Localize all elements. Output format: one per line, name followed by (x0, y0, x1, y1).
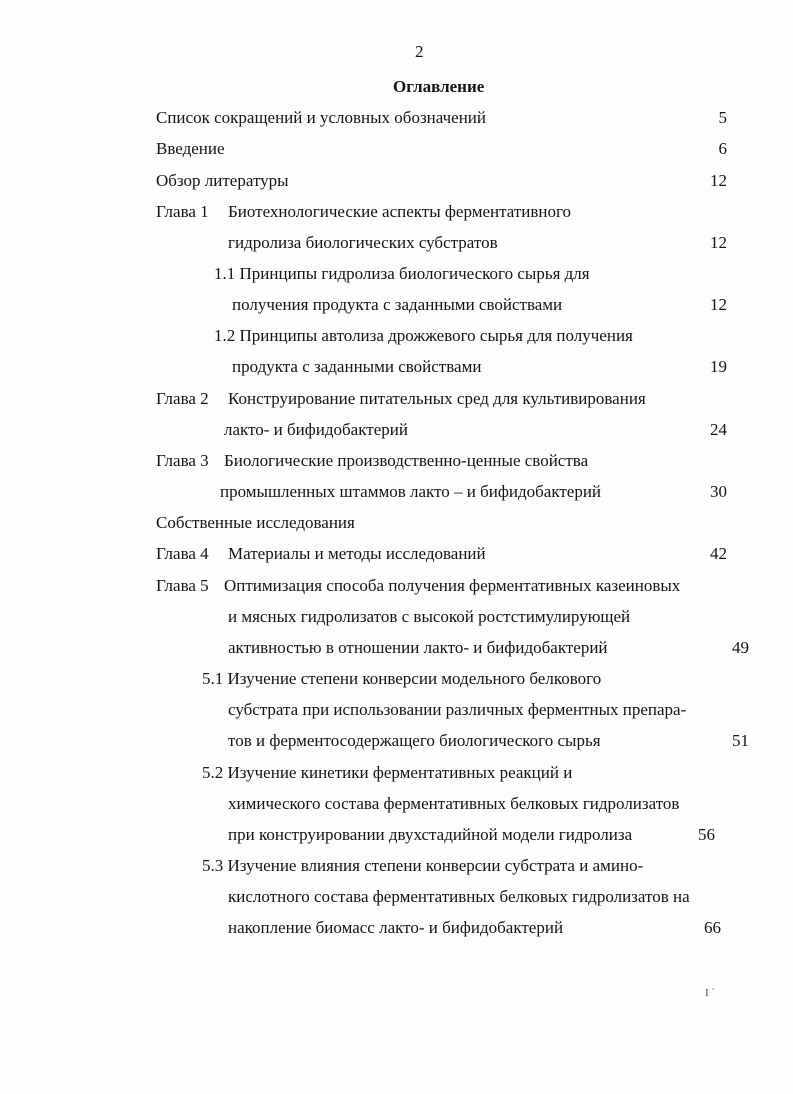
toc-s5-1-line1: 5.1 Изучение степени конверсии модельного белкового (202, 669, 602, 688)
toc-s5-2-page: 56 (698, 825, 715, 844)
toc-ch2-line1: Конструирование питательных сред для культивирования (228, 389, 646, 408)
toc-ch1-page: 12 (710, 233, 727, 252)
toc-entry-review-page: 12 (710, 171, 727, 190)
toc-ch4-prefix: Глава 4 (156, 544, 209, 563)
toc-s1-2-page: 19 (710, 357, 727, 376)
page-number: 2 (415, 42, 424, 61)
toc-s5-2-line1: 5.2 Изучение кинетики ферментативных реакций и (202, 763, 573, 782)
toc-ch4-line1: Материалы и методы исследований (228, 544, 486, 563)
corner-mark: I ` (705, 987, 716, 999)
toc-ch4-page: 42 (710, 544, 727, 563)
toc-s5-3-page: 66 (704, 918, 721, 937)
toc-s5-3-line1: 5.3 Изучение влияния степени конверсии субстрата и амино- (202, 856, 644, 875)
toc-ch1-line1: Биотехнологические аспекты ферментативного (228, 202, 572, 221)
toc-s1-1-line2: получения продукта с заданными свойствами (232, 295, 563, 314)
toc-s5-3-line2: кислотного состава ферментативных белковых гидролизатов на (228, 887, 690, 906)
toc-entry-abbrev-page: 5 (718, 108, 727, 127)
toc-ch5-page: 49 (732, 638, 749, 657)
toc-ch5-line2: и мясных гидролизатов с высокой ростстимулирующей (228, 607, 631, 626)
toc-ch1-prefix: Глава 1 (156, 202, 209, 221)
toc-entry-intro-page: 6 (718, 139, 727, 158)
toc-s5-1-page: 51 (732, 731, 749, 750)
toc-ch5-prefix: Глава 5 (156, 576, 209, 595)
toc-s1-2-line2: продукта с заданными свойствами (232, 357, 482, 376)
toc-ch3-line1: Биологические производственно-ценные свойства (224, 451, 589, 470)
toc-ch1-line2: гидролиза биологических субстратов (228, 233, 498, 252)
toc-entry-review-label: Обзор литературы (156, 171, 289, 190)
toc-s1-2-line1: 1.2 Принципы автолиза дрожжевого сырья для получения (214, 326, 633, 345)
toc-ch3-page: 30 (710, 482, 727, 501)
toc-ch5-line1: Оптимизация способа получения ферментативных казеиновых (224, 576, 681, 595)
toc-s5-2-line2: химического состава ферментативных белковых гидролизатов (228, 794, 680, 813)
toc-s5-3-line3: накопление биомасс лакто- и бифидобактерий (228, 918, 564, 937)
page-title: Оглавление (393, 77, 485, 96)
toc-s1-1-line1: 1.1 Принципы гидролиза биологического сырья для (214, 264, 590, 283)
toc-ch5-line3: активностью в отношении лакто- и бифидобактерий (228, 638, 608, 657)
toc-s5-1-line2: субстрата при использовании различных ферментных препара- (228, 700, 687, 719)
toc-ch3-prefix: Глава 3 (156, 451, 209, 470)
toc-s5-1-line3: тов и ферментосодержащего биологического сырья (228, 731, 601, 750)
toc-s1-1-page: 12 (710, 295, 727, 314)
toc-entry-abbrev-label: Список сокращений и условных обозначений (156, 108, 487, 127)
toc-s5-2-line3: при конструировании двухстадийной модели гидролиза (228, 825, 633, 844)
toc-entry-intro-label: Введение (156, 139, 225, 158)
toc-ch2-line2: лакто- и бифидобактерий (224, 420, 408, 439)
toc-own-research-label: Собственные исследования (156, 513, 355, 532)
toc-ch2-prefix: Глава 2 (156, 389, 209, 408)
toc-ch2-page: 24 (710, 420, 727, 439)
toc-ch3-line2: промышленных штаммов лакто – и бифидобактерий (220, 482, 602, 501)
